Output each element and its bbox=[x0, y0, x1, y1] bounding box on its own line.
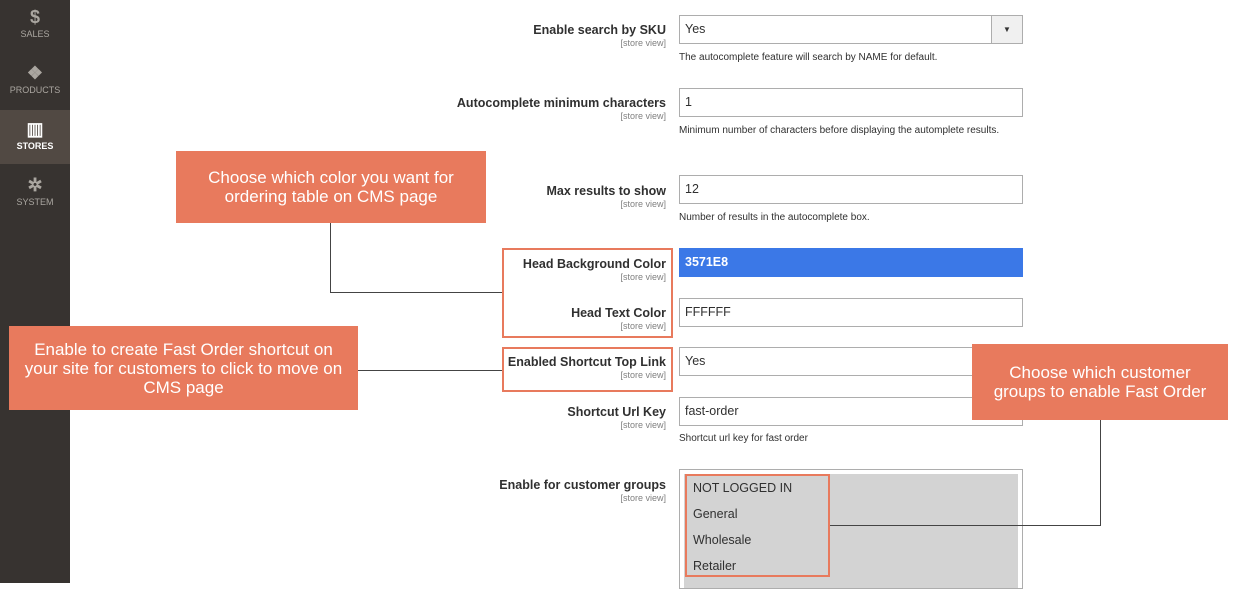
admin-sidebar bbox=[0, 0, 70, 583]
head-text-color-input[interactable]: FFFFFF bbox=[679, 298, 1023, 327]
connector-line bbox=[358, 370, 502, 371]
sidebar-item-sales[interactable] bbox=[0, 6, 70, 58]
box-icon: ❖ bbox=[26, 63, 44, 83]
max-results-input[interactable]: 12 bbox=[679, 175, 1023, 204]
color-fields-highlight bbox=[502, 248, 673, 338]
sidebar-item-system[interactable] bbox=[0, 174, 70, 226]
shortcut-link-select[interactable]: Yes bbox=[679, 347, 1023, 376]
option-general[interactable]: General bbox=[693, 507, 738, 521]
min-chars-input[interactable]: 1 bbox=[679, 88, 1023, 117]
sidebar-item-label: STORES bbox=[16, 141, 54, 151]
groups-options-highlight bbox=[685, 474, 830, 577]
max-results-note: Number of results in the autocomplete box. bbox=[679, 212, 870, 223]
search-sku-select[interactable]: Yes ▼ bbox=[679, 15, 1023, 44]
min-chars-label: Autocomplete minimum characters [store view] bbox=[456, 96, 666, 121]
sidebar-item-products[interactable] bbox=[0, 62, 70, 114]
head-bg-color-label: Head Background Color [store view] bbox=[522, 257, 666, 282]
color-callout: Choose which color you want for ordering table on CMS page bbox=[176, 151, 486, 223]
shortcut-field-highlight bbox=[502, 347, 673, 392]
chevron-down-icon: ▼ bbox=[991, 16, 1022, 43]
gear-icon: ✲ bbox=[27, 175, 43, 195]
option-not-logged-in[interactable]: NOT LOGGED IN bbox=[693, 481, 793, 495]
sidebar-item-label: SYSTEM bbox=[16, 197, 54, 207]
sidebar-item-stores[interactable] bbox=[0, 110, 70, 164]
groups-callout: Choose which customer groups to enable Fast Order bbox=[972, 344, 1228, 420]
customer-groups-label: Enable for customer groups [store view] bbox=[499, 478, 666, 503]
shortcut-callout: Enable to create Fast Order shortcut on your site for customers to click to move on CMS page bbox=[9, 326, 358, 410]
url-key-note: Shortcut url key for fast order bbox=[679, 433, 808, 444]
url-key-input[interactable]: fast-order bbox=[679, 397, 1023, 426]
connector-line bbox=[1100, 420, 1101, 526]
sidebar-item-label: SALES bbox=[20, 29, 50, 39]
head-text-color-label: Head Text Color [store view] bbox=[571, 306, 666, 331]
option-retailer[interactable]: Retailer bbox=[693, 559, 737, 573]
max-results-label: Max results to show [store view] bbox=[546, 184, 666, 209]
option-wholesale[interactable]: Wholesale bbox=[693, 533, 752, 547]
connector-line bbox=[830, 525, 1101, 526]
search-sku-label: Enable search by SKU [store view] bbox=[533, 23, 666, 48]
sidebar-item-label: PRODUCTS bbox=[9, 85, 61, 95]
head-bg-color-input[interactable]: 3571E8 bbox=[679, 248, 1023, 277]
store-icon: ▥ bbox=[26, 119, 44, 139]
connector-line bbox=[330, 292, 502, 293]
min-chars-note: Minimum number of characters before displaying the automplete results. bbox=[679, 125, 1000, 136]
shortcut-link-label: Enabled Shortcut Top Link [store view] bbox=[507, 355, 666, 380]
connector-line bbox=[330, 223, 331, 293]
url-key-label: Shortcut Url Key [store view] bbox=[567, 405, 666, 430]
search-sku-note: The autocomplete feature will search by NAME for default. bbox=[679, 52, 938, 63]
dollar-icon: $ bbox=[29, 7, 40, 27]
